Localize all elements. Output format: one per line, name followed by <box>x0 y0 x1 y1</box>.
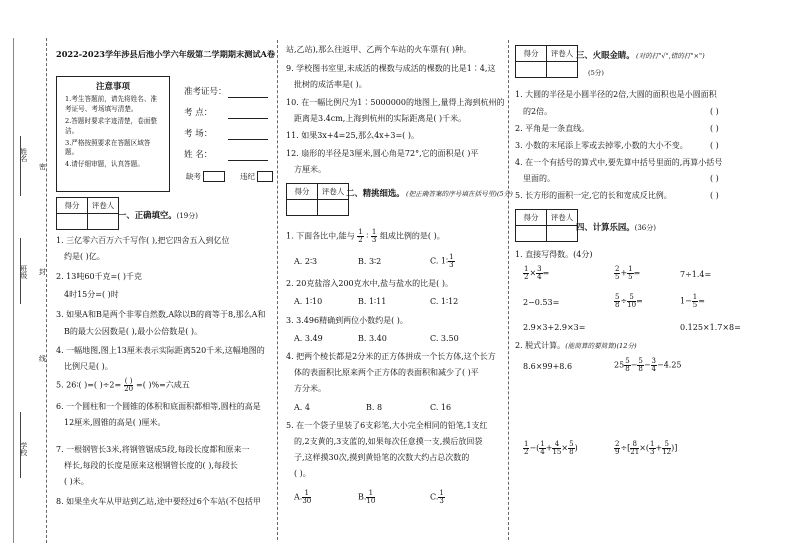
exam-title: 2022-2023学年涉县后池小学六年级第二学期期末测试A卷 <box>56 49 276 59</box>
violation-label: 违纪 <box>240 172 255 181</box>
q7a: 7. 一根钢管长3米,将钢管锯成5段,每段长度都和原来一 <box>56 445 250 454</box>
q12b: 方厘米。 <box>294 165 326 174</box>
q9b: 批树的成活率是( )。 <box>294 80 367 89</box>
p3: 3. 3.496精确到两位小数约是( )。 <box>286 316 408 325</box>
calc-2-2: $\frac{5}{8}$ ÷ $\frac{5}{10}$ = <box>615 293 643 309</box>
calc-3-1: 2.9×3+2.9×3= <box>523 323 586 332</box>
calc-1-3: 7÷1.4= <box>680 270 712 279</box>
q5: 5. 26∶( )=( )÷2= $\frac{( )}{20}$ =( )%=六成五 <box>56 377 190 393</box>
j2: 2. 平角是一条直线。 <box>515 124 590 133</box>
j5-paren[interactable]: ( ) <box>710 191 719 200</box>
zkz-label: 准考证号： <box>184 87 227 97</box>
xm-label: 姓 名： <box>184 150 213 160</box>
q6a: 6. 一个圆柱和一个圆锥的体积和底面积都相等,圆柱的高是 <box>56 402 261 411</box>
p2: 2. 20克盐溶入200克水中,盐与盐水的比是( )。 <box>286 279 453 288</box>
notice-item: 1.考生答题前，请先将姓名、准考证号、考场填写清楚。 <box>65 95 158 113</box>
j1: 1. 大圆的半径是小圆半径的2倍,大圆的面积也是小圆面积 <box>515 90 717 99</box>
p4-option-b: B. 8 <box>366 403 383 412</box>
q10a: 10. 在一幅比例尺为1∶5000000的地图上,量得上海到杭州的 <box>286 98 505 107</box>
calc-2-3: 1− $\frac{1}{5}$ = <box>680 293 705 309</box>
grader-cell[interactable] <box>88 214 119 230</box>
section-1-title: 一、正确填空。(19分) <box>118 210 198 220</box>
q2b: 4时15分=( )时 <box>64 290 119 299</box>
score-cell[interactable] <box>57 214 88 230</box>
p4-option-a: A. 4 <box>294 403 310 412</box>
section-3-title: 三、火眼金睛。 <box>576 50 635 60</box>
defen-label: 得分 <box>516 46 547 62</box>
p4a: 4. 把两个棱长都是2分米的正方体拼成一个长方体,这个长方 <box>286 352 496 361</box>
defen-label: 得分 <box>287 184 318 200</box>
absent-box[interactable] <box>203 171 225 182</box>
score-cell[interactable] <box>287 200 318 216</box>
p2-option-b: B. 1∶11 <box>358 297 387 306</box>
absent-label: 缺考 <box>186 172 201 181</box>
p3-option-b: B. 3.40 <box>358 334 387 343</box>
j4-paren[interactable]: ( ) <box>710 174 719 183</box>
q6b: 12厘米,圆锥的高是( )厘米。 <box>64 418 166 427</box>
q7b: 样长,每段的长度是原来这根钢管长度的( ),每段长 <box>64 461 238 470</box>
score-cell[interactable] <box>516 226 547 242</box>
expr-4: $\frac{2}{9}$ ÷[ $\frac{8}{21}$ ×( $\frac{1}{3}$ + $\frac{5}{12}$ )] <box>615 440 678 456</box>
j1b: 的2倍。 <box>523 107 553 116</box>
j2-paren[interactable]: ( ) <box>710 124 719 133</box>
p2-option-c: C. 1∶12 <box>430 297 459 306</box>
score-box-3 <box>515 45 578 78</box>
kc-label: 考 场： <box>184 129 213 139</box>
p1-option-b: B. 3∶2 <box>358 257 382 266</box>
pingjuan-label: 评卷人 <box>88 198 119 214</box>
q8a: 8. 如果坐火车从甲站到乙站,途中要经过6个车站(不包括甲 <box>56 497 261 506</box>
name-label: 姓名 <box>19 148 28 162</box>
score-cell[interactable] <box>516 62 547 78</box>
j4a: 4. 在一个有括号的算式中,要先算中括号里面的,再算小括号 <box>515 158 723 167</box>
section-2-note: (把正确答案的序号填在括号里)(5分) <box>406 190 513 198</box>
col-separator-1 <box>277 40 278 540</box>
expr-3: $\frac{1}{2}$ −( $\frac{1}{4}$ + $\frac{4}{15}$ × $\frac{5}{8}$ ) <box>524 440 578 456</box>
notice-item: 3.严格按照要求在答题区域答题。 <box>65 138 151 157</box>
score-box-4 <box>515 209 578 242</box>
j4b: 里面的。 <box>523 174 555 183</box>
pingjuan-label: 评卷人 <box>547 210 578 226</box>
p4b: 体的表面积比原来两个正方体的表面积和减少了( )平 <box>294 368 479 377</box>
section-4-title: 四、计算乐园。(36分) <box>576 222 656 232</box>
fold-xian: 线 <box>39 355 46 363</box>
score-box-1 <box>56 197 119 230</box>
school-label: 学校 <box>19 442 28 456</box>
j1-paren[interactable]: ( ) <box>710 107 719 116</box>
q10b: 距离是3.4cm,上海到杭州的实际距离是( )千米。 <box>294 114 467 123</box>
notice-box <box>56 76 170 192</box>
notice-item: 4.请仔细审题，认真答题。 <box>65 160 144 169</box>
calc-3-2: 0.125×1.7×8= <box>680 323 741 332</box>
p5-option-c: C. $\frac{1}{3}$ <box>430 489 444 505</box>
p5c: 子,这样摸30次,摸到黄铅笔的次数大约占总次数的 <box>294 453 470 462</box>
class-label: 班级 <box>19 265 28 279</box>
section-2-title: 二、精挑细选。 <box>346 188 405 198</box>
section-3-note: (对的打"√",错的打"×") <box>636 52 705 60</box>
notice-item: 2.答题时要求字迹清楚，卷面整洁。 <box>65 116 158 135</box>
fold-mi: 密 <box>39 163 46 171</box>
p2-option-a: A. 1∶10 <box>294 297 323 306</box>
q4a: 4. 一幅地图,图上13厘米表示实际距离520千米,这幅地图的 <box>56 346 265 355</box>
j5: 5. 长方形的面积一定,它的长和宽成反比例。 <box>515 191 672 200</box>
notice-title: 注意事项 <box>95 82 130 92</box>
p5-option-a: A. $\frac{1}{30}$ <box>294 489 312 505</box>
defen-label: 得分 <box>516 210 547 226</box>
j3-paren[interactable]: ( ) <box>710 141 719 150</box>
q1b: 约是( )亿。 <box>64 252 105 261</box>
calc-1-1: $\frac{1}{2}$ × $\frac{3}{4}$ = <box>524 265 550 281</box>
q3b: B的最大公因数是( ),最小公倍数是( )。 <box>64 327 202 336</box>
score-box-2 <box>286 183 349 216</box>
c2-heading: 2. 脱式计算。(能简算的要简算)(12分) <box>515 341 637 350</box>
calc-1-2: $\frac{2}{5}$ + $\frac{1}{5}$ = <box>615 265 641 281</box>
section-3-points: (5分) <box>588 69 604 77</box>
fold-feng: 封 <box>39 268 46 276</box>
j3: 3. 小数的末尾添上零或去掉零,小数的大小不变。 <box>515 141 688 150</box>
q2a: 2. 13吨60千克=( )千克 <box>56 272 143 281</box>
violation-box[interactable] <box>257 171 273 182</box>
grader-cell[interactable] <box>547 226 578 242</box>
c1-heading: 1. 直接写得数。(4分) <box>515 250 593 259</box>
p5-option-b: B. $\frac{1}{10}$ <box>358 489 376 505</box>
q1: 1. 三亿零六百万六千写作( ),把它四舍五入到亿位 <box>56 236 230 245</box>
p4-option-c: C. 16 <box>430 403 452 412</box>
p1-option-c: C. 1∶ $\frac{1}{3}$ <box>430 253 454 269</box>
grader-cell[interactable] <box>318 200 349 216</box>
expr-1: 8.6×99+8.6 <box>523 362 573 371</box>
q8b: 站,乙站),那么往返甲、乙两个车站的火车票有( )种。 <box>286 45 471 54</box>
kd-label: 考 点： <box>184 108 213 118</box>
q11: 11. 如果3x+4=25,那么4x+3=( )。 <box>286 131 419 140</box>
p3-option-c: C. 3.50 <box>430 334 459 343</box>
p4c: 方分米。 <box>294 384 326 393</box>
p5b: 的,2支黄的,3支蓝的,如果每次任意摸一支,摸后放回袋 <box>294 437 483 446</box>
q12a: 12. 扇形的半径是3厘米,圆心角是72°,它的面积是( )平 <box>286 149 479 158</box>
p5a: 5. 在一个袋子里装了6支彩笔,大小完全相同的铅笔,1支红 <box>286 421 488 430</box>
pingjuan-label: 评卷人 <box>547 46 578 62</box>
p3-option-a: A. 3.49 <box>294 334 323 343</box>
q3a: 3. 如果A和B是两个非零自然数,A除以B的商等于8,那么A和 <box>56 310 266 319</box>
grader-cell[interactable] <box>547 62 578 78</box>
q4b: 比例尺是( )。 <box>64 362 113 371</box>
p1-option-a: A. 2∶3 <box>294 257 318 266</box>
q7c: ( )米。 <box>64 477 89 486</box>
defen-label: 得分 <box>57 198 88 214</box>
calc-2-1: 2−0.53= <box>523 298 560 307</box>
pingjuan-label: 评卷人 <box>318 184 349 200</box>
q9a: 9. 学校图书室里,未成活的棵数与成活的棵数的比是1∶4,这 <box>286 64 496 73</box>
p1: 1. 下面各比中,能与 $\frac{1}{2}$ ∶ $\frac{1}{3}$ 组成比例的是( )。 <box>286 228 445 244</box>
col-separator-2 <box>508 40 509 540</box>
p5d: ( )。 <box>294 469 311 478</box>
expr-2: 25 $\frac{5}{8}$ − $\frac{5}{8}$ − $\frac{3}{4}$ −4.25 <box>614 357 682 373</box>
